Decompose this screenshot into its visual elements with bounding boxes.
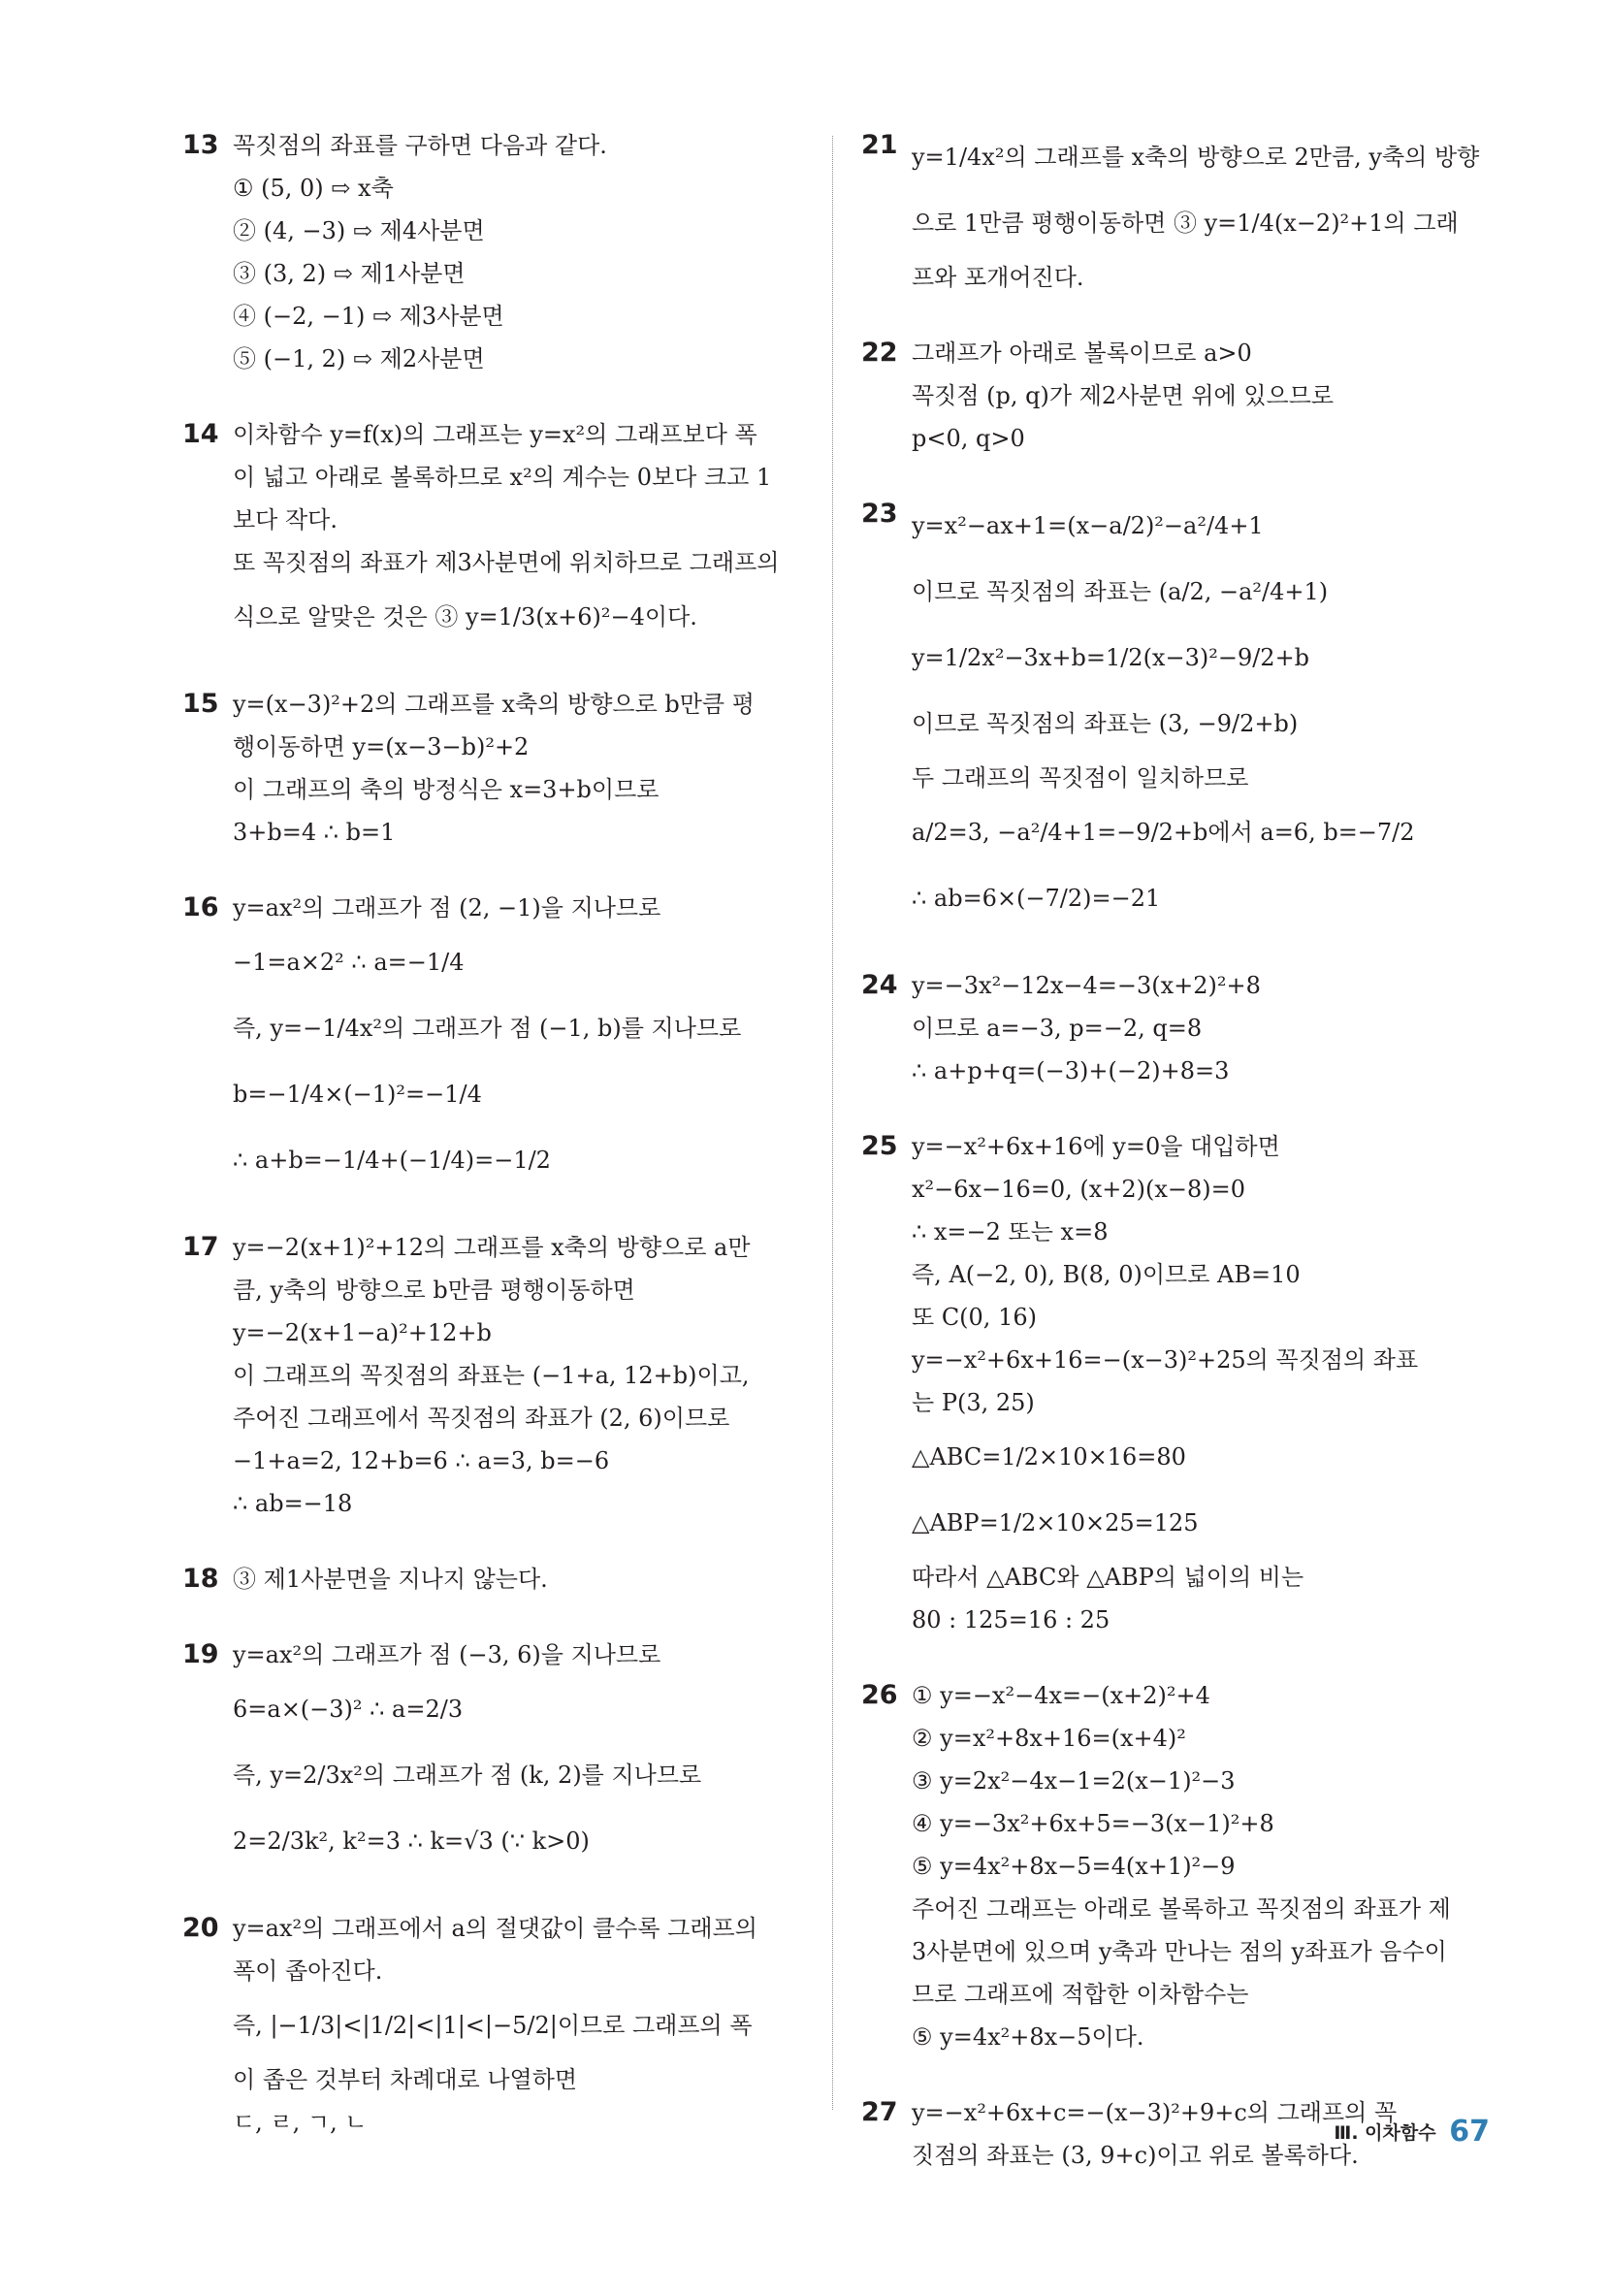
page-number: 67 <box>1449 2115 1490 2149</box>
solution-line: 행이동하면 y=(x−3−b)²+2 <box>233 733 530 760</box>
solution-line: 이 넓고 아래로 볼록하므로 x²의 계수는 0보다 크고 1 <box>233 464 772 491</box>
solution-line: y=1/2x²−3x+b=1/2(x−3)²−9/2+b <box>912 644 1310 671</box>
problem-number: 18 <box>182 1564 219 1594</box>
solution-20 <box>182 1907 803 2144</box>
solution-line: y=−3x²−12x−4=−3(x+2)²+8 <box>912 972 1261 999</box>
solution-15 <box>182 683 803 854</box>
solution-line: 즉, A(−2, 0), B(8, 0)이므로 AB=10 <box>912 1261 1301 1288</box>
solution-line: y=ax²의 그래프가 점 (−3, 6)을 지나므로 <box>233 1641 661 1668</box>
solution-21 <box>861 124 1490 299</box>
solution-line: ∴ a+b=−1/4+(−1/4)=−1/2 <box>233 1147 551 1174</box>
problem-number: 27 <box>861 2097 898 2127</box>
solution-line: −1=a×2² ∴ a=−1/4 <box>233 949 465 976</box>
solution-line: 이므로 꼭짓점의 좌표는 (a/2, −a²/4+1) <box>912 578 1329 605</box>
solution-line: y=ax²의 그래프에서 a의 절댓값이 클수록 그래프의 <box>233 1915 757 1942</box>
problem-number: 14 <box>182 419 219 449</box>
solution-line: △ABP=1/2×10×25=125 <box>912 1509 1199 1536</box>
solution-line: 두 그래프의 꼭짓점이 일치하므로 <box>912 764 1249 792</box>
solution-line: ② (4, −3) ⇨ 제4사분면 <box>233 217 485 244</box>
solution-line: 이차함수 y=f(x)의 그래프는 y=x²의 그래프보다 폭 <box>233 421 757 448</box>
solution-line: ④ y=−3x²+6x+5=−3(x−1)²+8 <box>912 1810 1274 1837</box>
solution-line: 즉, |−1/3|<|1/2|<|1|<|−5/2|이므로 그래프의 폭 <box>233 2012 753 2039</box>
solution-line: 으로 1만큼 평행이동하면 ③ y=1/4(x−2)²+1의 그래 <box>912 210 1459 237</box>
problem-number: 24 <box>861 970 898 1000</box>
solution-line: p<0, q>0 <box>912 425 1025 452</box>
solution-line: 짓점의 좌표는 (3, 9+c)이고 위로 볼록하다. <box>912 2142 1359 2169</box>
solution-line: y=−2(x+1−a)²+12+b <box>233 1319 492 1346</box>
solution-line: 꼭짓점 (p, q)가 제2사분면 위에 있으므로 <box>912 382 1335 409</box>
solution-line: 즉, y=2/3x²의 그래프가 점 (k, 2)를 지나므로 <box>233 1762 702 1789</box>
solution-14 <box>182 413 803 650</box>
solution-line: ∴ ab=−18 <box>233 1490 353 1517</box>
solution-line: ② y=x²+8x+16=(x+4)² <box>912 1725 1186 1752</box>
solution-line: x²−6x−16=0, (x+2)(x−8)=0 <box>912 1176 1246 1203</box>
solution-line: 2=2/3k², k²=3 ∴ k=√3 (∵ k>0) <box>233 1827 590 1855</box>
solution-line: ③ y=2x²−4x−1=2(x−1)²−3 <box>912 1767 1236 1795</box>
solution-line: ④ (−2, −1) ⇨ 제3사분면 <box>233 303 504 330</box>
problem-number: 25 <box>861 1131 898 1161</box>
solution-line: 3사분면에 있으며 y축과 만나는 점의 y좌표가 음수이 <box>912 1938 1447 1965</box>
solution-line: y=1/4x²의 그래프를 x축의 방향으로 2만큼, y축의 방향 <box>912 144 1480 171</box>
solution-line: ③ (3, 2) ⇨ 제1사분면 <box>233 260 466 287</box>
solution-line: 큼, y축의 방향으로 b만큼 평행이동하면 <box>233 1277 635 1304</box>
solution-19 <box>182 1633 803 1874</box>
solution-line: ∴ a+p+q=(−3)+(−2)+8=3 <box>912 1057 1230 1084</box>
solution-line: ∴ x=−2 또는 x=8 <box>912 1218 1109 1245</box>
solution-line: 이 그래프의 꼭짓점의 좌표는 (−1+a, 12+b)이고, <box>233 1362 750 1389</box>
problem-number: 22 <box>861 338 898 368</box>
solution-line: ① y=−x²−4x=−(x+2)²+4 <box>912 1682 1210 1709</box>
chapter-label: Ⅲ. 이차함수 <box>1334 2122 1436 2144</box>
solution-line: y=−x²+6x+c=−(x−3)²+9+c의 그래프의 꼭 <box>912 2099 1398 2126</box>
solution-line: b=−1/4×(−1)²=−1/4 <box>233 1081 482 1108</box>
solution-line: 3+b=4 ∴ b=1 <box>233 819 396 846</box>
solution-18 <box>182 1558 803 1601</box>
solution-line: ⑤ y=4x²+8x−5이다. <box>912 2023 1144 2051</box>
solution-line: a/2=3, −a²/4+1=−9/2+b에서 a=6, b=−7/2 <box>912 819 1415 846</box>
problem-number: 23 <box>861 499 898 529</box>
left-column <box>182 124 803 2177</box>
solution-23 <box>861 493 1490 931</box>
right-column <box>861 124 1490 2210</box>
solution-line: 그래프가 아래로 볼록이므로 a>0 <box>912 340 1252 367</box>
solution-line: 따라서 △ABC와 △ABP의 넓이의 비는 <box>912 1564 1304 1591</box>
solution-line: 폭이 좁아진다. <box>233 1957 383 1985</box>
solution-line: y=−x²+6x+16에 y=0을 대입하면 <box>912 1133 1280 1160</box>
solution-line: 이 그래프의 축의 방정식은 x=3+b이므로 <box>233 776 660 803</box>
solution-line: ⑤ y=4x²+8x−5=4(x+1)²−9 <box>912 1853 1236 1880</box>
solution-line: ③ 제1사분면을 지나지 않는다. <box>233 1566 548 1593</box>
solution-line: 또 C(0, 16) <box>912 1304 1037 1331</box>
column-divider <box>832 136 833 2110</box>
solution-line: 주어진 그래프는 아래로 볼록하고 꼭짓점의 좌표가 제 <box>912 1895 1451 1923</box>
solution-line: y=−x²+6x+16=−(x−3)²+25의 꼭짓점의 좌표 <box>912 1346 1419 1374</box>
solution-line: y=ax²의 그래프가 점 (2, −1)을 지나므로 <box>233 894 661 922</box>
solution-line: 식으로 알맞은 것은 ③ y=1/3(x+6)²−4이다. <box>233 603 697 631</box>
problem-number: 15 <box>182 689 219 719</box>
solution-line: 80 : 125=16 : 25 <box>912 1606 1110 1633</box>
problem-number: 19 <box>182 1639 219 1669</box>
solution-line: 이므로 꼭짓점의 좌표는 (3, −9/2+b) <box>912 710 1299 737</box>
solution-26 <box>861 1674 1490 2058</box>
solution-line: 6=a×(−3)² ∴ a=2/3 <box>233 1696 464 1723</box>
solution-line: ∴ ab=6×(−7/2)=−21 <box>912 885 1161 912</box>
solution-line: y=(x−3)²+2의 그래프를 x축의 방향으로 b만큼 평 <box>233 691 755 718</box>
solution-16 <box>182 887 803 1193</box>
solution-line: ㄷ, ㄹ, ㄱ, ㄴ <box>233 2109 368 2136</box>
solution-13 <box>182 124 803 380</box>
solution-line: 주어진 그래프에서 꼭짓점의 좌표가 (2, 6)이므로 <box>233 1405 730 1432</box>
solution-line: ① (5, 0) ⇨ x축 <box>233 175 394 202</box>
solution-line: 프와 포개어진다. <box>912 264 1084 291</box>
problem-number: 26 <box>861 1680 898 1710</box>
solution-line: y=x²−ax+1=(x−a/2)²−a²/4+1 <box>912 512 1264 539</box>
problem-number: 13 <box>182 130 219 160</box>
solution-line: △ABC=1/2×10×16=80 <box>912 1443 1186 1471</box>
page-footer <box>1309 2115 1490 2157</box>
solution-25 <box>861 1125 1490 1641</box>
solution-line: y=−2(x+1)²+12의 그래프를 x축의 방향으로 a만 <box>233 1234 751 1261</box>
solution-line: 는 P(3, 25) <box>912 1389 1035 1416</box>
solution-24 <box>861 964 1490 1092</box>
solution-line: −1+a=2, 12+b=6 ∴ a=3, b=−6 <box>233 1447 610 1474</box>
solution-line: 꼭짓점의 좌표를 구하면 다음과 같다. <box>233 132 607 159</box>
solution-22 <box>861 332 1490 460</box>
solution-line: 또 꼭짓점의 좌표가 제3사분면에 위치하므로 그래프의 <box>233 549 780 576</box>
solution-17 <box>182 1226 803 1525</box>
solution-line: 보다 작다. <box>233 506 338 534</box>
problem-number: 21 <box>861 130 898 160</box>
problem-number: 20 <box>182 1913 219 1943</box>
solution-line: 므로 그래프에 적합한 이차함수는 <box>912 1981 1249 2008</box>
solution-line: 이므로 a=−3, p=−2, q=8 <box>912 1015 1203 1042</box>
problem-number: 16 <box>182 892 219 922</box>
problem-number: 17 <box>182 1232 219 1262</box>
solution-line: ⑤ (−1, 2) ⇨ 제2사분면 <box>233 345 485 372</box>
solution-line: 이 좁은 것부터 차례대로 나열하면 <box>233 2066 578 2093</box>
solution-line: 즉, y=−1/4x²의 그래프가 점 (−1, b)를 지나므로 <box>233 1015 742 1042</box>
